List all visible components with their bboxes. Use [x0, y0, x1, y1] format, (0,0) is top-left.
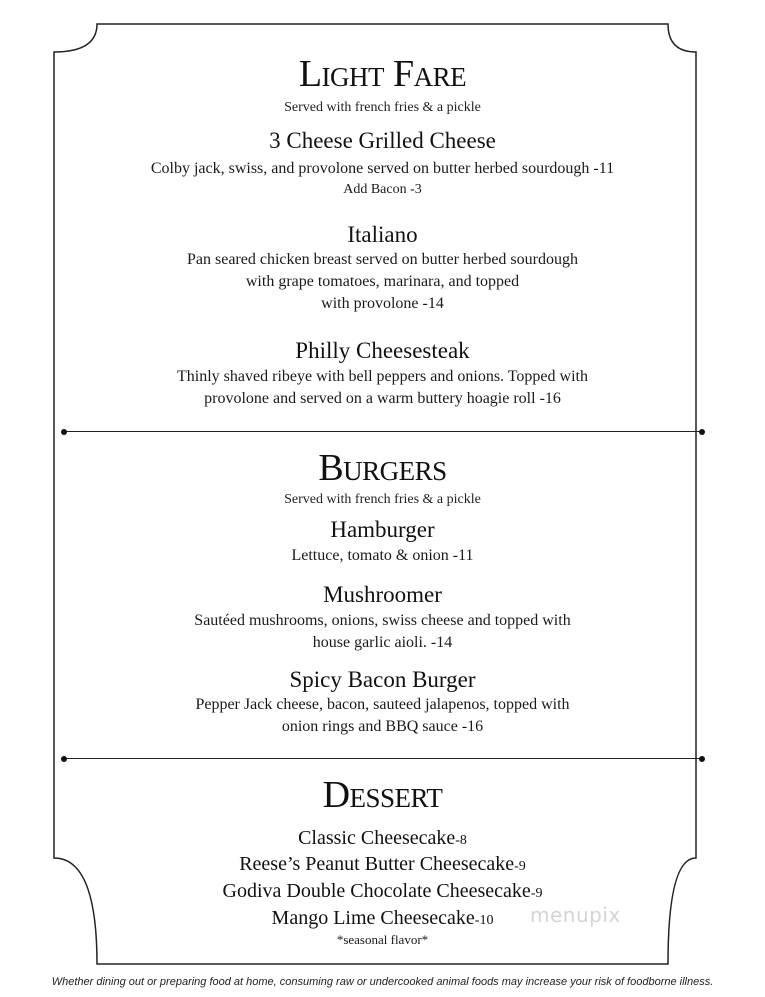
section-subtitle-light-fare: Served with french fries & a pickle: [284, 100, 481, 115]
menu-item-description: onion rings and BBQ sauce -16: [281, 718, 484, 735]
dessert-item-name: Mango Lime Cheesecake: [271, 907, 475, 929]
section-subtitle-burgers: Served with french fries & a pickle: [284, 492, 481, 507]
section-divider: [64, 431, 702, 432]
dessert-item-price: -9: [514, 859, 526, 874]
dessert-item-price: -9: [530, 886, 543, 901]
menu-item-description: Sautéed mushrooms, onions, swiss cheese and topped with: [194, 612, 571, 629]
menu-item-description: with grape tomatoes, marinara, and topped: [245, 273, 520, 290]
dessert-item-price: -8: [455, 833, 467, 848]
menu-item-name: Mushroomer: [323, 582, 442, 607]
menu-item-name: Italiano: [347, 222, 418, 247]
menu-item-description: Lettuce, tomato & onion -11: [291, 547, 474, 564]
seasonal-note: *seasonal flavor*: [336, 932, 429, 947]
menu-item-name: Philly Cheesesteak: [295, 338, 470, 363]
menu-item-description: with provolone -14: [321, 295, 444, 312]
menu-item-description: provolone and served on a warm buttery hoagie roll -16: [204, 390, 561, 407]
section-title-light-fare: Light Fare: [298, 53, 467, 95]
dessert-item: [0, 827, 765, 850]
menu-item-description: Thinly shaved ribeye with bell peppers and onions. Topped with: [177, 368, 588, 385]
dessert-item-name: Classic Cheesecake: [298, 827, 456, 849]
dessert-item-price: -10: [474, 913, 494, 928]
dessert-item: [0, 853, 765, 876]
dessert-item-name: Godiva Double Chocolate Cheesecake: [222, 880, 531, 902]
watermark: menupix: [530, 903, 621, 927]
menu-item-name: Spicy Bacon Burger: [289, 667, 476, 692]
menu-item-description: Colby jack, swiss, and provolone served on butter herbed sourdough -11: [150, 160, 615, 177]
menu-item-addon: Add Bacon -3: [343, 182, 422, 197]
section-title-dessert: Dessert: [322, 774, 443, 816]
section-title-burgers: Burgers: [318, 447, 447, 489]
section-divider: [64, 758, 702, 759]
menu-item-description: Pepper Jack cheese, bacon, sauteed jalapenos, topped with: [195, 696, 570, 713]
menu-item-description: Pan seared chicken breast served on butter herbed sourdough: [187, 251, 578, 268]
dessert-item: [0, 880, 765, 903]
dessert-item: [0, 907, 765, 930]
menu-item-name: Hamburger: [330, 517, 435, 542]
footer-disclaimer: Whether dining out or preparing food at home, consuming raw or undercooked animal foods may increase your risk of foodborne illness.: [51, 976, 714, 988]
menu-item-description: house garlic aioli. -14: [312, 634, 453, 651]
menu-item-name: 3 Cheese Grilled Cheese: [269, 128, 496, 153]
dessert-item-name: Reese’s Peanut Butter Cheesecake: [239, 853, 515, 875]
